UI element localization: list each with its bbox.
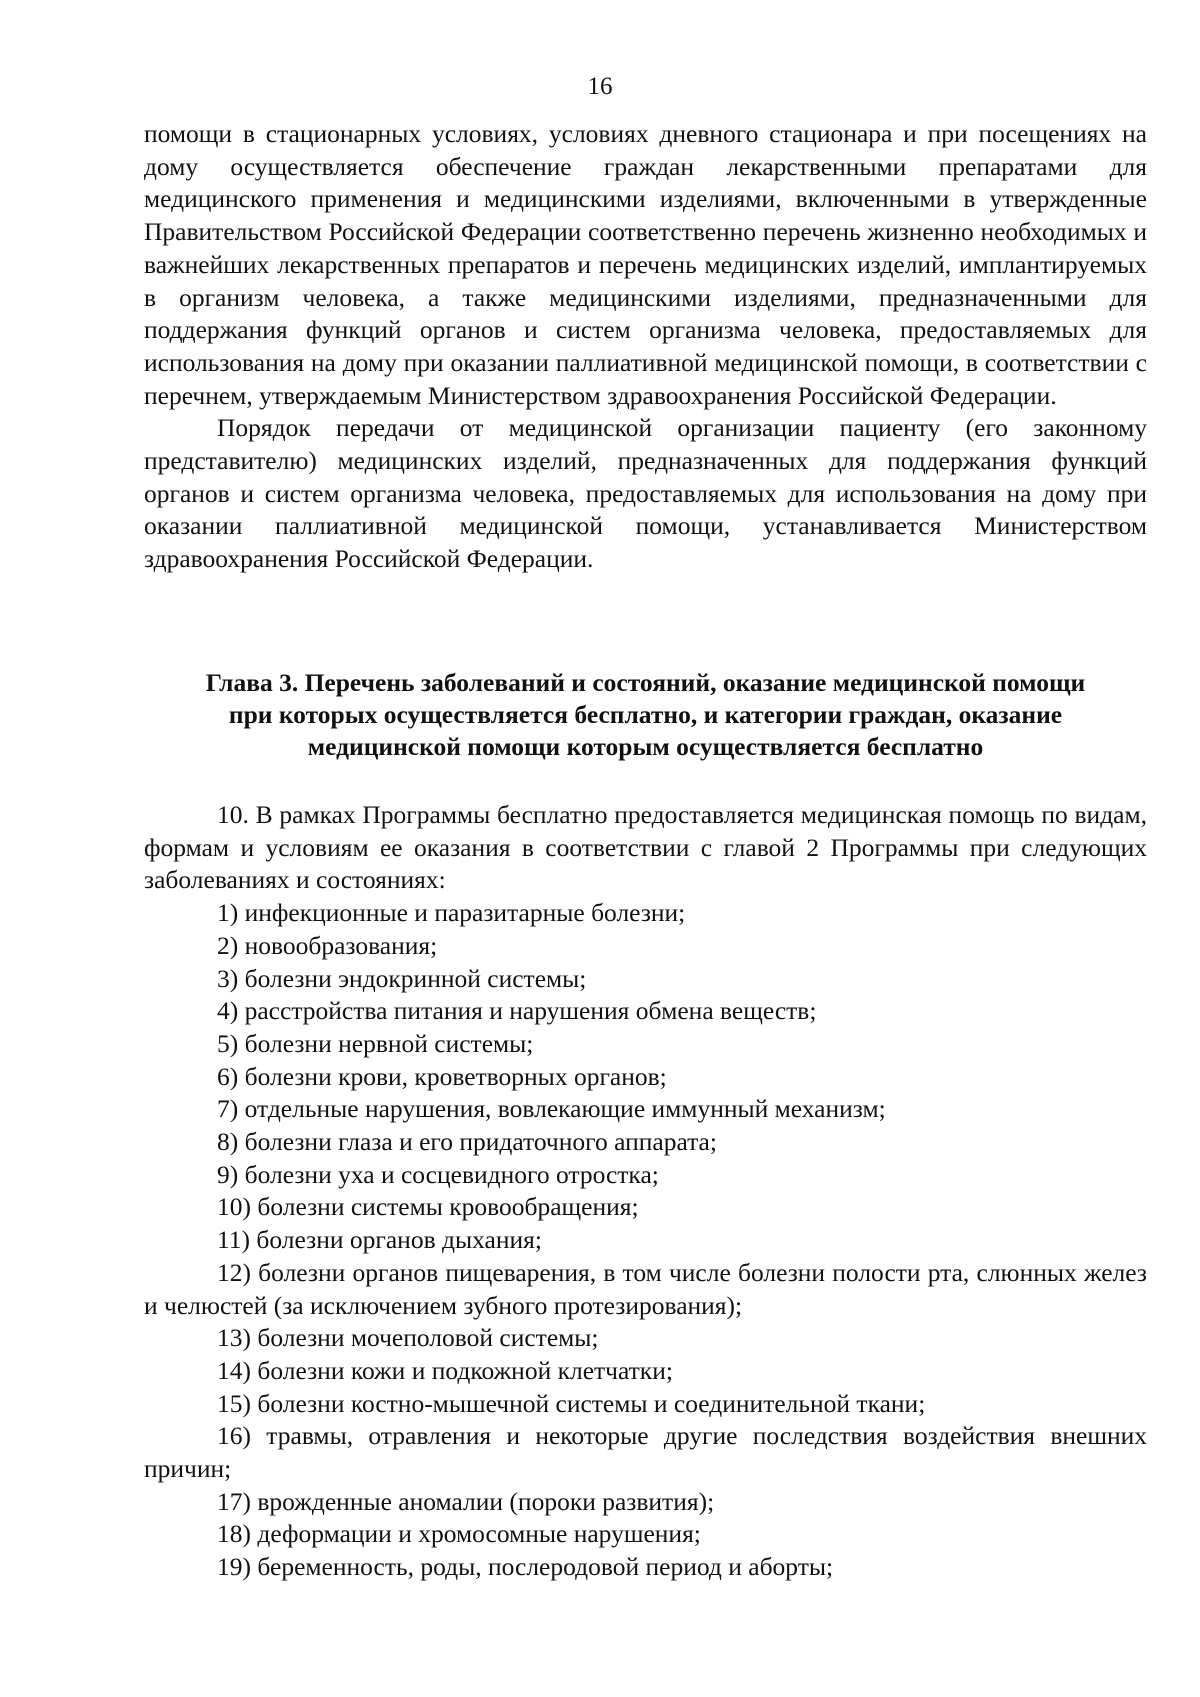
list-item: 6) болезни крови, кроветворных органов; — [217, 1061, 667, 1091]
list-item: 14) болезни кожи и подкожной клетчатки; — [217, 1355, 673, 1385]
chapter-heading-line: Глава 3. Перечень заболеваний и состояний, оказание медицинской помощи — [205, 668, 1086, 697]
chapter-heading-line: при которых осуществляется бесплатно, и категории граждан, оказание — [228, 700, 1063, 729]
list-item: 17) врожденные аномалии (пороки развития); — [217, 1486, 715, 1516]
list-item: 4) расстройства питания и нарушения обмена веществ; — [217, 996, 817, 1026]
page-number: 16 — [587, 73, 613, 100]
list-item: 9) болезни уха и сосцевидного отростка; — [217, 1159, 659, 1189]
list-item: 3) болезни эндокринной системы; — [217, 963, 587, 993]
list-item: 7) отдельные нарушения, вовлекающие иммунный механизм; — [217, 1094, 886, 1124]
disease-list-section — [144, 799, 1147, 1584]
list-item: 10) болезни системы кровообращения; — [217, 1192, 639, 1222]
list-item: 1) инфекционные и паразитарные болезни; — [217, 898, 686, 928]
list-item: 18) деформации и хромосомные нарушения; — [217, 1519, 701, 1549]
paragraph-continuation: помощи в стационарных условиях, условиях дневного стационара и при посещениях на дому осуществляется обеспечение граждан лекарственными препаратами для медицинского применения и медицинскими изделиями, включенными в утвержденные Правительством Российской Федерации соответственно перечень жизненно необходимых и важнейших лекарственных препаратов и перечень медицинских изделий, имплантируемых в организм человека, а также медицинскими изделиями, предназначенными для поддержания функций органов и систем организма человека, предоставляемых для использования на дому при оказании паллиативной медицинской помощи, в соответствии с перечнем, утверждаемым Министерством здравоохранения Российской Федерации. — [144, 119, 1147, 410]
list-item: 16) травмы, отравления и некоторые другие последствия воздействия внешних причин; — [144, 1421, 1147, 1484]
list-item: 19) беременность, роды, послеродовой период и аборты; — [217, 1552, 834, 1582]
list-item: 2) новообразования; — [217, 930, 438, 960]
list-item: 12) болезни органов пищеварения, в том числе болезни полости рта, слюнных желез и челюстей (за исключением зубного протезирования); — [144, 1257, 1147, 1320]
list-item: 5) болезни нервной системы; — [217, 1028, 534, 1058]
section-intro: 10. В рамках Программы бесплатно предоставляется медицинская помощь по видам, формам и условиям ее оказания в соответствии с главой 2 Программы при следующих заболеваниях и состояниях: — [144, 800, 1147, 895]
list-item: 11) болезни органов дыхания; — [217, 1225, 542, 1255]
list-item: 13) болезни мочеполовой системы; — [217, 1323, 599, 1353]
list-item: 8) болезни глаза и его придаточного аппарата; — [217, 1127, 717, 1157]
chapter-heading — [144, 667, 1147, 763]
paragraph-transfer-procedure: Порядок передачи от медицинской организации пациенту (его законному представителю) медицинских изделий, предназначенных для поддержания функций органов и систем организма человека, предоставляемых для использования на дому при оказании паллиативной медицинской помощи, устанавливается Министерством здравоохранения Российской Федерации. — [144, 413, 1147, 574]
chapter-heading-line: медицинской помощи которым осуществляется бесплатно — [307, 732, 984, 761]
list-item: 15) болезни костно-мышечной системы и соединительной ткани; — [217, 1388, 926, 1418]
intro-text — [144, 118, 1147, 576]
